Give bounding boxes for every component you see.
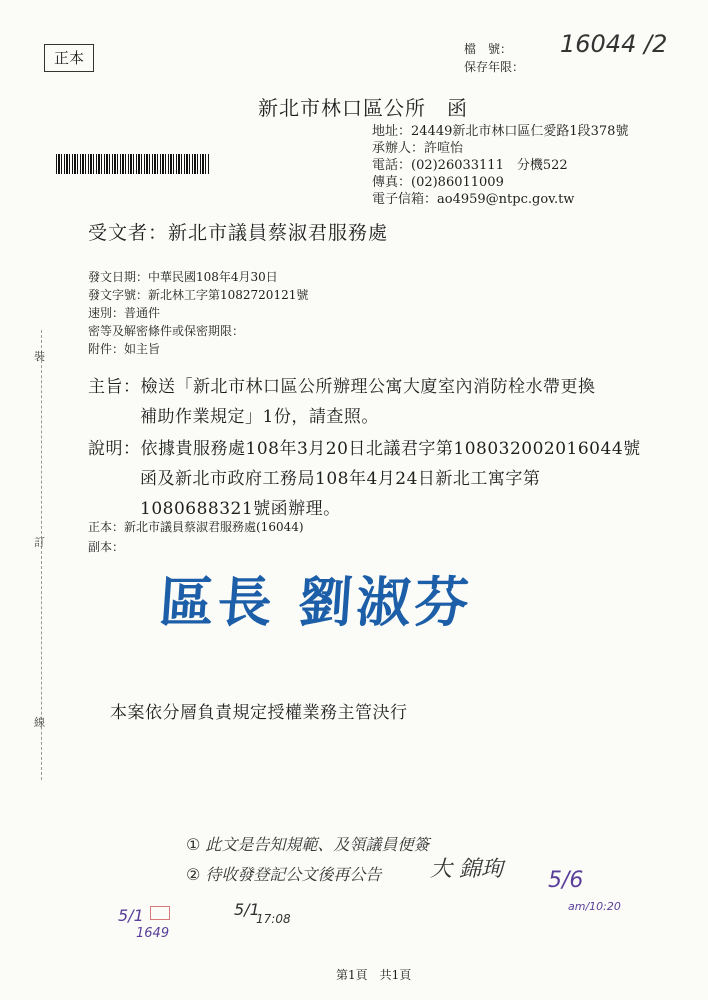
binding-mark-3: 線 bbox=[34, 716, 45, 729]
authorization-note: 本案依分層負責規定授權業務主管決行 bbox=[110, 703, 408, 723]
retention-label: 保存年限： bbox=[464, 60, 525, 74]
handwritten-note-2: ② 待收發登記公文後再公告 bbox=[186, 865, 382, 884]
district-chief-seal: 區長 劉淑芬 bbox=[157, 570, 475, 634]
phone: 電話：(02)26033111 分機522 bbox=[372, 158, 568, 173]
binding-line bbox=[41, 330, 42, 780]
explanation-line-3: 1080688321號函辦理。 bbox=[140, 499, 341, 519]
copy-label: 正本 bbox=[44, 44, 94, 72]
email: 電子信箱：ao4959@ntpc.gov.tw bbox=[372, 192, 575, 207]
handwritten-file-number: 16044 /2 bbox=[560, 30, 668, 58]
original-distribution: 正本：新北市議員蔡淑君服務處(16044) bbox=[88, 520, 304, 534]
binding-mark-1: 裝 bbox=[34, 350, 45, 363]
document-title: 新北市林口區公所 函 bbox=[258, 96, 468, 120]
received-stamp bbox=[150, 906, 170, 920]
handwritten-time-right: am/10:20 bbox=[568, 900, 621, 913]
handwritten-note-1: ① 此文是告知規範、及領議員便簽 bbox=[186, 835, 430, 854]
fax: 傳真：(02)86011009 bbox=[372, 175, 504, 190]
handwritten-date-right: 5/6 bbox=[548, 868, 584, 893]
address: 地址：24449新北市林口區仁愛路1段378號 bbox=[372, 124, 629, 139]
delivery-speed: 速別：普通件 bbox=[88, 306, 161, 320]
barcode bbox=[56, 154, 210, 174]
handwritten-date-mid: 5/1 bbox=[234, 900, 260, 919]
copy-distribution: 副本： bbox=[88, 540, 125, 554]
handwritten-signature: 大 錦珣 bbox=[430, 857, 503, 882]
page-footer: 第1頁 共1頁 bbox=[336, 968, 412, 982]
officer: 承辦人：許喧怡 bbox=[372, 141, 464, 156]
attachment: 附件：如主旨 bbox=[88, 342, 161, 356]
handwritten-number-left: 1649 bbox=[136, 926, 170, 941]
file-number-label: 檔 號： bbox=[464, 42, 513, 56]
recipient: 受文者：新北市議員蔡淑君服務處 bbox=[88, 222, 389, 244]
subject-line-1: 主旨：檢送「新北市林口區公所辦理公寓大廈室內消防栓水帶更換 bbox=[88, 377, 596, 397]
document-number: 發文字號：新北林工字第1082720121號 bbox=[88, 288, 309, 302]
handwritten-date-left: 5/1 bbox=[118, 906, 144, 925]
issue-date: 發文日期：中華民國108年4月30日 bbox=[88, 270, 278, 284]
explanation-line-2: 函及新北市政府工務局108年4月24日新北工寓字第 bbox=[140, 469, 541, 489]
subject-line-2: 補助作業規定」1份，請查照。 bbox=[140, 407, 379, 427]
classification: 密等及解密條件或保密期限： bbox=[88, 324, 245, 338]
explanation-line-1: 說明：依據貴服務處108年3月20日北議君字第1080320020160​44號 bbox=[88, 439, 641, 459]
handwritten-time-mid: 17:08 bbox=[256, 912, 291, 926]
binding-mark-2: 訂 bbox=[34, 536, 45, 549]
